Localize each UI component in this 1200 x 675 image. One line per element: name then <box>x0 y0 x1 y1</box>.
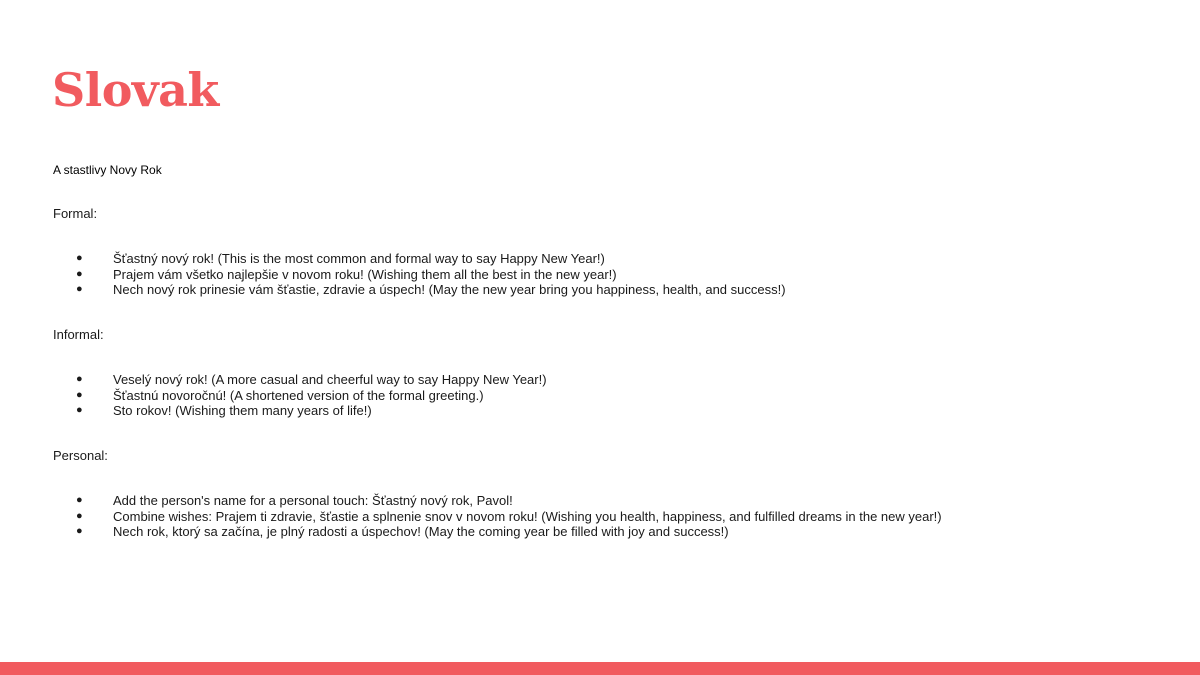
list-item-text: Nech rok, ktorý sa začína, je plný radosti a úspechov! (May the coming year be filled with joy and success!) <box>113 524 729 539</box>
footer-accent-bar <box>0 662 1200 675</box>
bullet-icon: ● <box>76 283 83 295</box>
bullet-icon: ● <box>76 388 83 401</box>
list-item-text: Veselý nový rok! (A more casual and cheerful way to say Happy New Year!) <box>113 372 547 387</box>
bullet-icon: ● <box>76 267 83 280</box>
list-item-text: Add the person's name for a personal touch: Šťastný nový rok, Pavol! <box>113 493 513 508</box>
bullet-icon: ● <box>76 509 83 522</box>
list-item-text: Šťastnú novoročnú! (A shortened version of the formal greeting.) <box>113 387 484 403</box>
subtitle: A stastlivy Novy Rok <box>53 163 162 177</box>
bullet-icon: ● <box>76 525 83 537</box>
list-item-text: Šťastný nový rok! (This is the most common and formal way to say Happy New Year!) <box>113 251 605 266</box>
list-item-text: Combine wishes: Prajem ti zdravie, šťastie a splnenie snov v novom roku! (Wishing you health, happiness, and fulfilled dreams in the new year!) <box>113 508 942 524</box>
bullet-icon: ● <box>76 373 83 385</box>
page-title: Slovak <box>52 63 219 117</box>
bullet-icon: ● <box>76 404 83 416</box>
list-item-text: Sto rokov! (Wishing them many years of life!) <box>113 403 372 418</box>
bullet-icon: ● <box>76 252 83 264</box>
list-item-text: Nech nový rok prinesie vám šťastie, zdravie a úspech! (May the new year bring you happiness, health, and success!) <box>113 282 786 297</box>
section-label-informal: Informal: <box>53 327 104 342</box>
list-item-text: Prajem vám všetko najlepšie v novom roku! (Wishing them all the best in the new year!) <box>113 266 617 282</box>
section-label-personal: Personal: <box>53 448 108 463</box>
bullet-icon: ● <box>76 494 83 506</box>
section-label-formal: Formal: <box>53 206 98 221</box>
